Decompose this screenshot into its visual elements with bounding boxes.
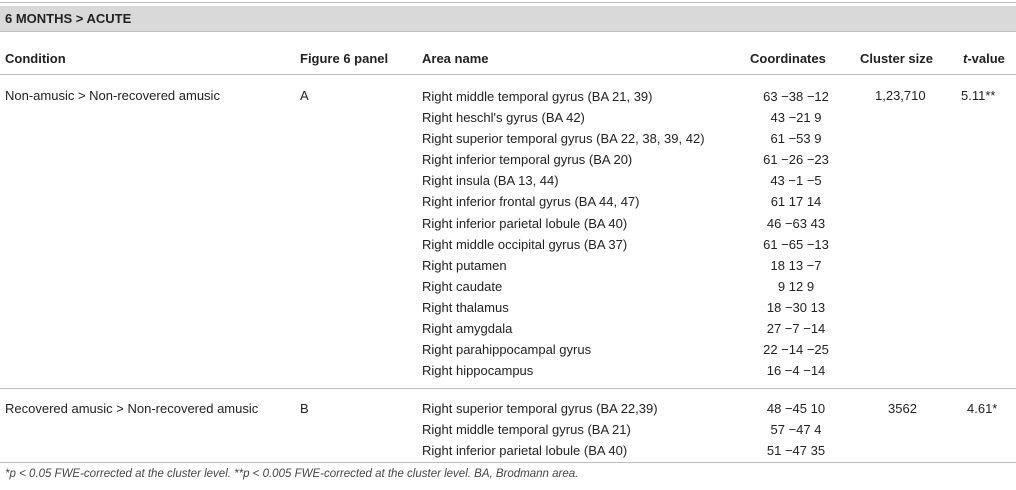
- row-panel: A: [300, 88, 309, 103]
- section-title: 6 MONTHS > ACUTE: [5, 11, 132, 26]
- header-rule: [0, 74, 1016, 75]
- coordinates-cell: 61 −65 −13: [763, 236, 829, 252]
- column-header-row: [0, 46, 1016, 72]
- coordinates-cell: 9 12 9: [777, 278, 815, 294]
- header-t-value: [963, 51, 1005, 66]
- header-figure-panel: Figure 6 panel: [300, 51, 389, 66]
- area-name-cell: Right putamen: [422, 257, 507, 273]
- coordinates-cell: 43 −21 9: [770, 110, 822, 126]
- coordinate-list: [748, 398, 844, 461]
- area-name-cell: Right inferior parietal lobule (BA 40): [422, 215, 628, 231]
- area-name-cell: Right superior temporal gyrus (BA 22,39): [422, 401, 658, 416]
- row-cluster-size: 3562: [888, 401, 917, 416]
- area-name-cell: Right superior temporal gyrus (BA 22, 38, 39, 42): [422, 131, 705, 147]
- header-cluster-size: Cluster size: [860, 51, 933, 66]
- area-name-cell: Right insula (BA 13, 44): [422, 173, 559, 189]
- area-name-cell: Right parahippocampal gyrus: [422, 342, 592, 358]
- row-cluster-size: 1,23,710: [875, 88, 926, 103]
- coordinates-cell: 61 17 14: [770, 194, 822, 210]
- header-t-suffix: -value: [967, 51, 1005, 66]
- header-condition: Condition: [5, 51, 66, 66]
- coordinates-cell: 46 −63 43: [766, 215, 826, 231]
- bottom-rule: [0, 462, 1016, 463]
- area-name-cell: Right heschl's gyrus (BA 42): [422, 110, 585, 126]
- coordinates-cell: 61 −53 9: [770, 131, 822, 147]
- header-coordinates: Coordinates: [750, 51, 826, 66]
- top-rule: [0, 2, 1016, 3]
- area-name-cell: Right middle occipital gyrus (BA 37): [422, 236, 628, 252]
- coordinates-cell: 16 −4 −14: [766, 363, 826, 379]
- header-t-italic: t: [963, 51, 968, 66]
- table-footnote: *p < 0.05 FWE-corrected at the cluster level. **p < 0.005 FWE-corrected at the cluster level. BA, Brodmann area.: [5, 468, 579, 480]
- area-name-cell: Right inferior temporal gyrus (BA 20): [422, 152, 633, 168]
- area-name-cell: Right inferior parietal lobule (BA 40): [422, 443, 628, 459]
- row-condition: Recovered amusic > Non-recovered amusic: [5, 401, 259, 416]
- area-name-cell: Right caudate: [422, 278, 503, 294]
- header-area-name: Area name: [422, 51, 489, 66]
- section-header-bar: [0, 6, 1016, 32]
- coordinates-cell: 57 −47 4: [770, 422, 822, 438]
- coordinates-cell: 63 −38 −12: [763, 89, 829, 104]
- row-t-value: 5.11**: [961, 88, 996, 103]
- row-panel: B: [300, 401, 309, 416]
- area-name-cell: Right thalamus: [422, 299, 509, 315]
- coordinates-cell: 43 −1 −5: [770, 173, 822, 189]
- area-name-cell: Right inferior frontal gyrus (BA 44, 47): [422, 194, 640, 210]
- row-condition: Non-amusic > Non-recovered amusic: [5, 88, 220, 103]
- coordinates-cell: 22 −14 −25: [763, 342, 829, 358]
- row-divider: [0, 388, 1016, 389]
- coordinates-cell: 51 −47 35: [766, 443, 826, 459]
- coordinates-cell: 18 13 −7: [770, 257, 822, 273]
- area-list: [422, 86, 705, 381]
- area-name-cell: Right middle temporal gyrus (BA 21, 39): [422, 89, 653, 104]
- coordinates-cell: 48 −45 10: [766, 401, 826, 416]
- area-list: [422, 398, 658, 461]
- coordinates-cell: 18 −30 13: [766, 299, 826, 315]
- area-name-cell: Right amygdala: [422, 321, 513, 337]
- row-t-value: 4.61*: [967, 401, 998, 416]
- coordinate-list: [748, 86, 844, 381]
- area-name-cell: Right hippocampus: [422, 363, 534, 379]
- coordinates-cell: 27 −7 −14: [766, 321, 826, 337]
- coordinates-cell: 61 −26 −23: [763, 152, 829, 168]
- area-name-cell: Right middle temporal gyrus (BA 21): [422, 422, 631, 438]
